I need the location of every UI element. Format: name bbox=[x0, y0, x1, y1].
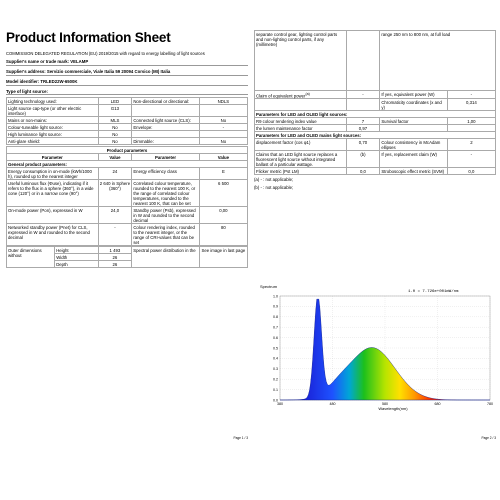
param-label: Connected light source (CLS): bbox=[132, 117, 199, 124]
dim-label: Height bbox=[55, 247, 98, 254]
table-row bbox=[255, 151, 496, 168]
x-tick-label: 480 bbox=[329, 402, 336, 406]
x-tick-label: 380 bbox=[277, 402, 283, 406]
param-value: 0,70 bbox=[346, 139, 380, 151]
spectral-value: See image in last page bbox=[199, 247, 247, 268]
spectrum-formula: 1.0 = 7.726e+001mW/nm bbox=[408, 290, 459, 294]
param-label: Anti-glare shield: bbox=[7, 138, 99, 145]
dimensions-continued: separate control gear, lighting control parts and non-lighting control parts, if any (millimetre) bbox=[255, 31, 347, 91]
param-value: 0,0 bbox=[447, 168, 495, 175]
param-label: If yes, replacement claim (W) bbox=[380, 151, 447, 168]
param-label: displacement factor (cos φ1) bbox=[255, 139, 347, 151]
x-tick-label: 780 bbox=[487, 402, 493, 406]
chromaticity-label: Chromaticity coordinates (x and y) bbox=[380, 99, 447, 111]
dim-value: 26 bbox=[98, 254, 132, 261]
claim-label: Claim of equivalent power$^{(a)}$ bbox=[255, 91, 347, 99]
supplier-name: Supplier's name or trade mark: VELAMP bbox=[6, 59, 248, 66]
y-tick-label: 0.8 bbox=[273, 315, 278, 320]
claim-right-label: If yes, equivalent power (W) bbox=[380, 91, 447, 99]
page-number: Page 2 / 3 bbox=[481, 436, 496, 440]
param-value: 24,0 bbox=[98, 207, 132, 224]
param-value: MLS bbox=[98, 117, 132, 124]
param-value: 80 bbox=[199, 224, 247, 246]
param-label: On-mode power (Pon), expressed in W bbox=[7, 207, 99, 224]
param-label: Energy consumption in on-mode (kWh/1000 h), rounded up to the nearest integer bbox=[7, 168, 99, 180]
supplier-address: Supplier's address: Servizio commerciale, Viale Italia 59 20094 Corsico (MI) Italia bbox=[6, 69, 248, 76]
type-table bbox=[6, 97, 248, 145]
spectrum-svg bbox=[258, 282, 494, 412]
claim-right-value: - bbox=[447, 91, 495, 99]
model-identifier: Model identifier: TRLED22W-6500K bbox=[6, 79, 248, 86]
dims-table bbox=[6, 246, 248, 268]
y-tick-label: 0.5 bbox=[273, 346, 278, 351]
param-label: Light source cap-type (or other electric interface) bbox=[7, 105, 99, 117]
param-value: 1,00 bbox=[447, 118, 495, 125]
param-value: No bbox=[98, 131, 132, 138]
param-label: Colour-tuneable light source: bbox=[7, 124, 99, 131]
top-table bbox=[254, 30, 496, 175]
param-value: No bbox=[199, 117, 247, 124]
param-label: the lumen maintenance factor bbox=[255, 125, 347, 132]
param-label: Mains or non-mains: bbox=[7, 117, 99, 124]
params-heading: Product parameters bbox=[7, 147, 248, 154]
param-label: Energy efficiency class bbox=[132, 168, 199, 180]
param-label: Standby power (Psb), expressed in W and rounded to the second decimal bbox=[132, 207, 199, 224]
spectrum-label: Spectrum bbox=[260, 284, 278, 289]
col-value: Value bbox=[98, 154, 132, 161]
note-a: (a) - : not applicable; bbox=[254, 177, 294, 183]
param-label: Flicker metric (Pst LM) bbox=[255, 168, 347, 175]
y-axis bbox=[273, 294, 278, 402]
y-tick-label: 0.0 bbox=[273, 398, 278, 403]
param-label: R9 colour rendering index value bbox=[255, 118, 347, 125]
y-tick-label: 0.3 bbox=[273, 367, 278, 372]
col-parameter: Parameter bbox=[7, 154, 99, 161]
param-label: Claims that an LED light source replaces a fluorescent light source without integrated ballast of a particular wattage. bbox=[255, 151, 347, 168]
param-value: No bbox=[98, 124, 132, 131]
y-tick-label: 0.2 bbox=[273, 377, 278, 382]
col-value-2: Value bbox=[199, 154, 247, 161]
y-tick-label: 0.7 bbox=[273, 325, 278, 330]
dim-label: Width bbox=[55, 254, 98, 261]
table-row bbox=[7, 224, 248, 246]
claim-superscript: (a) bbox=[305, 91, 310, 96]
param-label: Networked standby power (Pnet) for CLS, expressed in W and rounded to the second decimal bbox=[7, 224, 99, 246]
param-label: High luminance light source: bbox=[7, 131, 99, 138]
param-label: Colour rendering index, rounded to the nearest integer, or the range of CRI-values that can be set bbox=[132, 224, 199, 246]
table-row bbox=[7, 105, 248, 117]
y-tick-label: 0.4 bbox=[273, 356, 278, 361]
spectral-label: Spectral power distribution in the bbox=[132, 247, 199, 268]
chromaticity-value: 0,314 bbox=[447, 99, 495, 111]
param-value: 7 bbox=[346, 118, 380, 125]
param-label bbox=[380, 125, 447, 132]
led-heading: Parameters for LED and OLED light sources: bbox=[255, 111, 496, 118]
regulation-text: COMMISSION DELEGATED REGULATION (EU) 2019/2015 with regard to energy labelling of light sources bbox=[6, 51, 205, 56]
param-label: Stroboscopic effect metric (SVM) bbox=[380, 168, 447, 175]
params-table bbox=[6, 146, 248, 246]
param-label bbox=[132, 131, 199, 138]
note-b: (b) - : not applicable; bbox=[254, 185, 294, 191]
x-axis-label: Wavelength(nm) bbox=[378, 406, 408, 411]
table-row bbox=[255, 118, 496, 125]
dim-value: 26 bbox=[98, 261, 132, 268]
param-value bbox=[199, 105, 247, 117]
param-value: LED bbox=[98, 98, 132, 105]
table-row bbox=[255, 168, 496, 175]
sheet-title: Product Information Sheet bbox=[6, 30, 171, 45]
param-label: Non-directional or directional: bbox=[132, 98, 199, 105]
param-value: No bbox=[199, 138, 247, 145]
param-value bbox=[199, 131, 247, 138]
param-value: 6 500 bbox=[199, 180, 247, 207]
param-value: NDLS bbox=[199, 98, 247, 105]
dim-label: Depth bbox=[55, 261, 98, 268]
param-value: 0,0 bbox=[346, 168, 380, 175]
param-value: E bbox=[199, 168, 247, 180]
x-tick-label: 680 bbox=[434, 402, 441, 406]
param-value: 2 bbox=[447, 139, 495, 151]
mains-heading: Parameters for LED and OLED mains light sources: bbox=[255, 132, 496, 139]
table-row bbox=[7, 98, 248, 105]
table-row bbox=[255, 125, 496, 132]
type-heading: Type of light source: bbox=[6, 89, 248, 95]
table-row bbox=[255, 139, 496, 151]
table-row bbox=[7, 207, 248, 224]
table-row bbox=[7, 117, 248, 124]
param-value: 0,00 bbox=[199, 207, 247, 224]
table-row bbox=[7, 131, 248, 138]
param-value: 2 640 in Sphere (360°) bbox=[98, 180, 132, 207]
param-value: 24 bbox=[98, 168, 132, 180]
param-value: 0,97 bbox=[346, 125, 380, 132]
y-tick-label: 0.9 bbox=[273, 304, 278, 309]
spectrum-chart bbox=[258, 282, 494, 412]
param-value: (b) bbox=[346, 151, 380, 168]
page-number: Page 1 / 3 bbox=[233, 436, 248, 440]
param-value: G13 bbox=[98, 105, 132, 117]
param-value: - bbox=[98, 224, 132, 246]
param-value: - bbox=[447, 151, 495, 168]
table-row bbox=[7, 124, 248, 131]
param-label: Dimmable: bbox=[132, 138, 199, 145]
y-tick-label: 0.6 bbox=[273, 335, 278, 340]
x-tick-label: 580 bbox=[382, 402, 388, 406]
param-value: - bbox=[199, 124, 247, 131]
param-label: Survival factor bbox=[380, 118, 447, 125]
y-tick-label: 0.1 bbox=[273, 387, 278, 392]
param-label bbox=[132, 105, 199, 117]
dim-value: 1 493 bbox=[98, 247, 132, 254]
spectral-range-text: range 250 nm to 800 nm, at full load bbox=[380, 31, 496, 91]
param-label: Correlated colour temperature, rounded to the nearest 100 K, or the range of correlated colour temperatures, rounded to the nearest 100 K, that can be set bbox=[132, 180, 199, 207]
outer-dimensions-label: Outer dimensions without bbox=[7, 247, 55, 268]
table-row bbox=[7, 168, 248, 180]
general-heading: General product parameters: bbox=[7, 161, 248, 168]
param-label: Lighting technology used: bbox=[7, 98, 99, 105]
page-2 bbox=[252, 0, 500, 500]
param-label: Useful luminous flux (Φuse), indicating if it refers to the flux in a sphere (360°), in a wide cone (120°) or in a narrow cone (90°) bbox=[7, 180, 99, 207]
param-label: Envelope: bbox=[132, 124, 199, 131]
table-row bbox=[7, 180, 248, 207]
table-row bbox=[7, 138, 248, 145]
claim-value: - bbox=[346, 91, 380, 99]
col-parameter-2: Parameter bbox=[132, 154, 199, 161]
param-value bbox=[447, 125, 495, 132]
param-label: Colour consistency in McAdam ellipses bbox=[380, 139, 447, 151]
y-tick-label: 1.0 bbox=[273, 294, 278, 299]
param-value: No bbox=[98, 138, 132, 145]
